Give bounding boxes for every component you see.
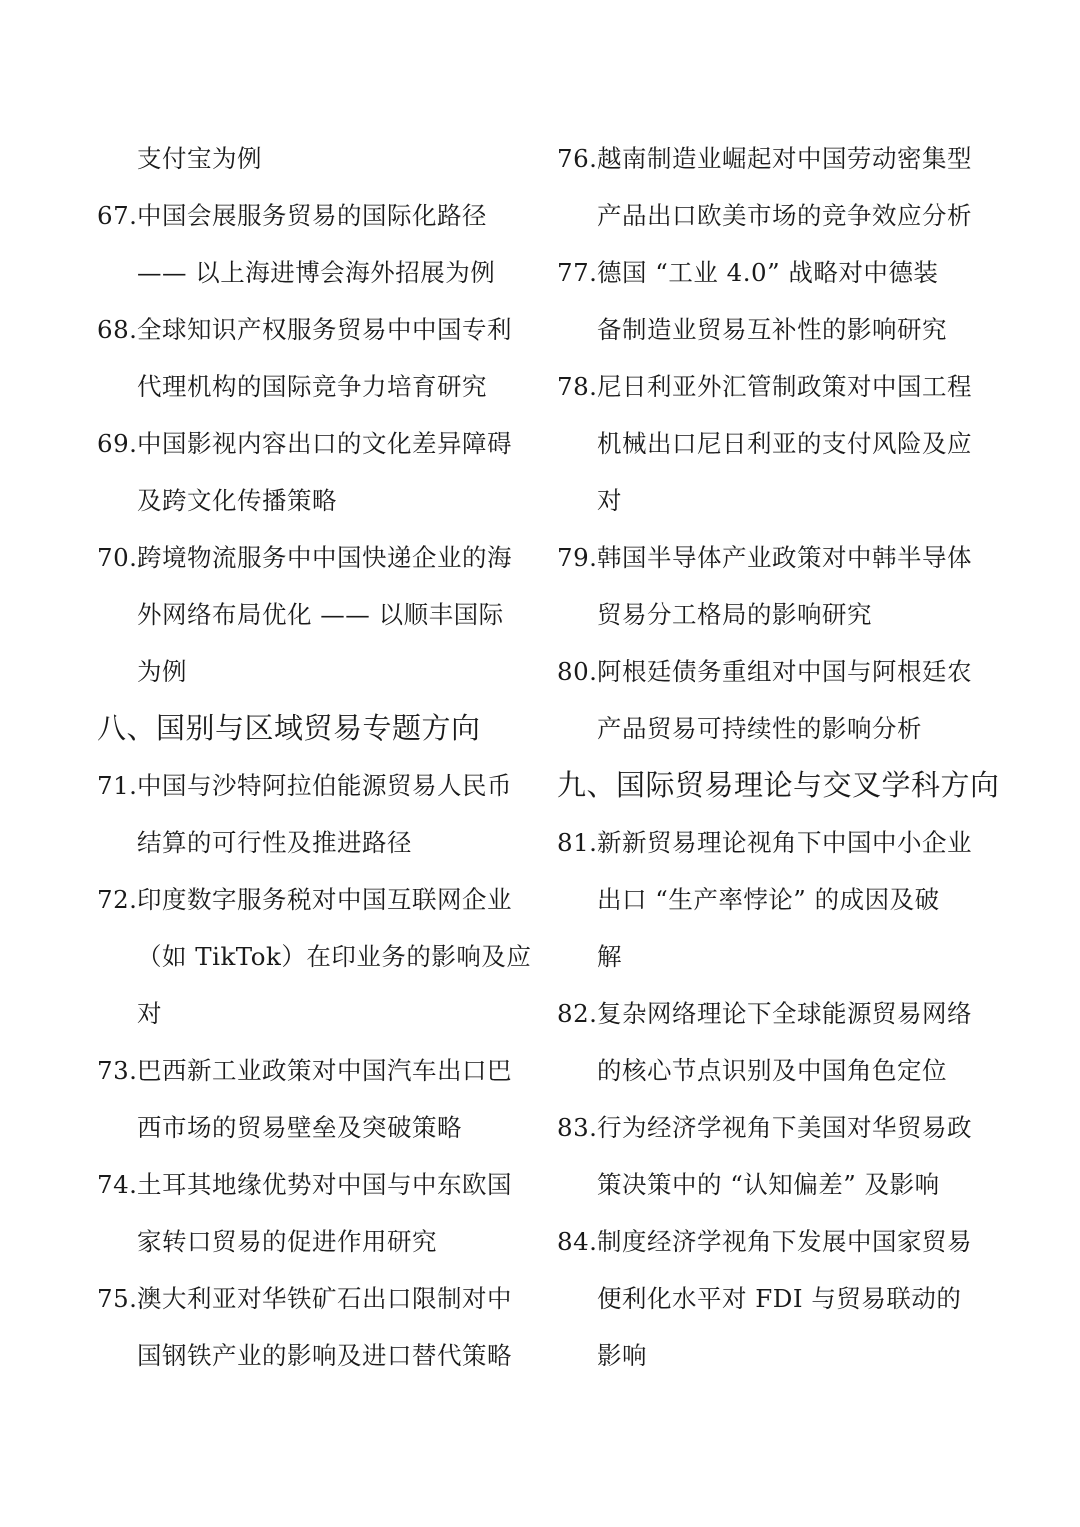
item-number: 78. — [557, 372, 598, 401]
list-item — [557, 985, 987, 1099]
item-text: 澳大利亚对华铁矿石出口限制对中 — [137, 1284, 512, 1313]
item-text: 产品贸易可持续性的影响分析 — [597, 714, 922, 743]
item-text: —— 以上海进博会海外招展为例 — [137, 258, 496, 287]
item-number: 72. — [97, 885, 138, 914]
item-text: 对 — [597, 486, 622, 515]
section-heading-9: 九、国际贸易理论与交叉学科方向 — [557, 768, 1000, 802]
item-line — [97, 1270, 527, 1327]
item-list — [97, 757, 532, 1384]
item-text: 策决策中的 “认知偏差” 及影响 — [597, 1170, 940, 1199]
list-item — [97, 757, 527, 871]
item-line — [97, 529, 527, 586]
list-item — [97, 871, 532, 1042]
item-text: 解 — [597, 942, 622, 971]
item-line — [97, 358, 527, 415]
left-column — [97, 130, 532, 1384]
list-item — [97, 1042, 527, 1156]
item-text: 家转口贸易的促进作用研究 — [137, 1227, 437, 1256]
item-line — [97, 928, 532, 985]
list-item — [557, 130, 987, 244]
section-heading-8: 八、国别与区域贸易专题方向 — [97, 711, 481, 745]
item-text: 新新贸易理论视角下中国中小企业 — [597, 828, 972, 857]
item-line — [557, 1213, 987, 1270]
item-text: 外网络布局优化 —— 以顺丰国际 — [137, 600, 504, 629]
item-text: 结算的可行性及推进路径 — [137, 828, 412, 857]
item-text: 为例 — [137, 657, 187, 686]
item-text: 西市场的贸易壁垒及突破策略 — [137, 1113, 462, 1142]
item-number: 76. — [557, 144, 598, 173]
item-line — [557, 472, 987, 529]
item-number: 84. — [557, 1227, 598, 1256]
item-text: 阿根廷债务重组对中国与阿根廷农 — [597, 657, 972, 686]
item-text: 中国与沙特阿拉伯能源贸易人民币 — [137, 771, 512, 800]
item-line — [557, 643, 987, 700]
item-list — [557, 130, 987, 757]
item-line — [97, 187, 527, 244]
list-item — [97, 529, 527, 700]
item-number: 69. — [97, 429, 138, 458]
item-line — [557, 130, 987, 187]
list-item — [557, 358, 987, 529]
item-number: 67. — [97, 201, 138, 230]
item-text: （如 TikTok）在印业务的影响及应 — [137, 942, 532, 971]
item-text: 复杂网络理论下全球能源贸易网络 — [597, 999, 972, 1028]
list-item — [557, 814, 987, 985]
list-item — [97, 415, 527, 529]
item-text: 出口 “生产率悖论” 的成因及破 — [597, 885, 940, 914]
item-number: 70. — [97, 543, 138, 572]
item-line — [97, 472, 527, 529]
item-line — [97, 415, 527, 472]
list-item — [97, 301, 527, 415]
item-line — [557, 529, 987, 586]
item-line — [557, 1042, 987, 1099]
item-number: 82. — [557, 999, 598, 1028]
item-number: 71. — [97, 771, 138, 800]
item-number: 80. — [557, 657, 598, 686]
list-item — [557, 1213, 987, 1384]
item-line — [557, 985, 987, 1042]
item-text: 韩国半导体产业政策对中韩半导体 — [597, 543, 972, 572]
item-text: 越南制造业崛起对中国劳动密集型 — [597, 144, 972, 173]
item-line — [557, 415, 987, 472]
right-column — [557, 130, 1000, 1384]
list-item — [557, 643, 987, 757]
item-text: 印度数字服务税对中国互联网企业 — [137, 885, 512, 914]
item-list — [557, 814, 987, 1384]
continued-item-text — [97, 130, 527, 187]
item-line — [97, 985, 527, 1042]
item-text: 备制造业贸易互补性的影响研究 — [597, 315, 947, 344]
item-text: 产品出口欧美市场的竞争效应分析 — [597, 201, 972, 230]
item-line — [97, 1042, 527, 1099]
item-text: 中国影视内容出口的文化差异障碍 — [137, 429, 512, 458]
item-text: 跨境物流服务中中国快递企业的海 — [137, 543, 512, 572]
item-line — [557, 1156, 987, 1213]
item-number: 68. — [97, 315, 138, 344]
item-text: 的核心节点识别及中国角色定位 — [597, 1056, 947, 1085]
item-line — [557, 187, 987, 244]
item-text: 巴西新工业政策对中国汽车出口巴 — [137, 1056, 512, 1085]
item-text: 机械出口尼日利亚的支付风险及应 — [597, 429, 972, 458]
item-text: 对 — [137, 999, 162, 1028]
item-text: 便利化水平对 FDI 与贸易联动的 — [597, 1284, 962, 1313]
item-text: 尼日利亚外汇管制政策对中国工程 — [597, 372, 972, 401]
item-line — [557, 1327, 987, 1384]
list-item — [557, 529, 987, 643]
item-line — [97, 871, 527, 928]
item-line — [557, 871, 987, 928]
item-text: 全球知识产权服务贸易中中国专利 — [137, 315, 512, 344]
item-line — [97, 301, 527, 358]
item-number: 77. — [557, 258, 598, 287]
item-number: 83. — [557, 1113, 598, 1142]
item-line — [557, 1270, 987, 1327]
item-number: 75. — [97, 1284, 138, 1313]
item-line — [557, 586, 987, 643]
item-number: 81. — [557, 828, 598, 857]
item-text: 制度经济学视角下发展中国家贸易 — [597, 1227, 972, 1256]
item-number: 74. — [97, 1170, 138, 1199]
list-item — [97, 1270, 527, 1384]
item-text: 影响 — [597, 1341, 647, 1370]
item-line — [97, 1327, 527, 1384]
item-line — [557, 244, 987, 301]
item-line — [97, 1156, 527, 1213]
list-item — [557, 1099, 987, 1213]
item-number: 73. — [97, 1056, 138, 1085]
item-number: 79. — [557, 543, 598, 572]
item-text: 及跨文化传播策略 — [137, 486, 337, 515]
item-line — [97, 1099, 527, 1156]
item-text: 贸易分工格局的影响研究 — [597, 600, 872, 629]
item-text: 国钢铁产业的影响及进口替代策略 — [137, 1341, 512, 1370]
list-item — [557, 244, 987, 358]
item-line: 支付宝为例 — [137, 144, 262, 173]
item-line — [97, 643, 527, 700]
item-text: 代理机构的国际竞争力培育研究 — [137, 372, 487, 401]
item-line — [557, 358, 987, 415]
item-line — [97, 757, 527, 814]
item-line — [97, 244, 527, 301]
item-line — [557, 928, 987, 985]
list-item — [97, 1156, 527, 1270]
item-line — [557, 1099, 987, 1156]
item-line — [557, 301, 987, 358]
item-text: 行为经济学视角下美国对华贸易政 — [597, 1113, 972, 1142]
item-line — [97, 814, 527, 871]
item-line — [557, 700, 987, 757]
item-line — [557, 814, 987, 871]
item-line — [97, 1213, 527, 1270]
item-list — [97, 187, 527, 700]
item-line — [97, 586, 527, 643]
list-item — [97, 187, 527, 301]
item-text: 德国 “工业 4.0” 战略对中德装 — [597, 258, 939, 287]
item-text: 中国会展服务贸易的国际化路径 — [137, 201, 487, 230]
item-text: 土耳其地缘优势对中国与中东欧国 — [137, 1170, 512, 1199]
